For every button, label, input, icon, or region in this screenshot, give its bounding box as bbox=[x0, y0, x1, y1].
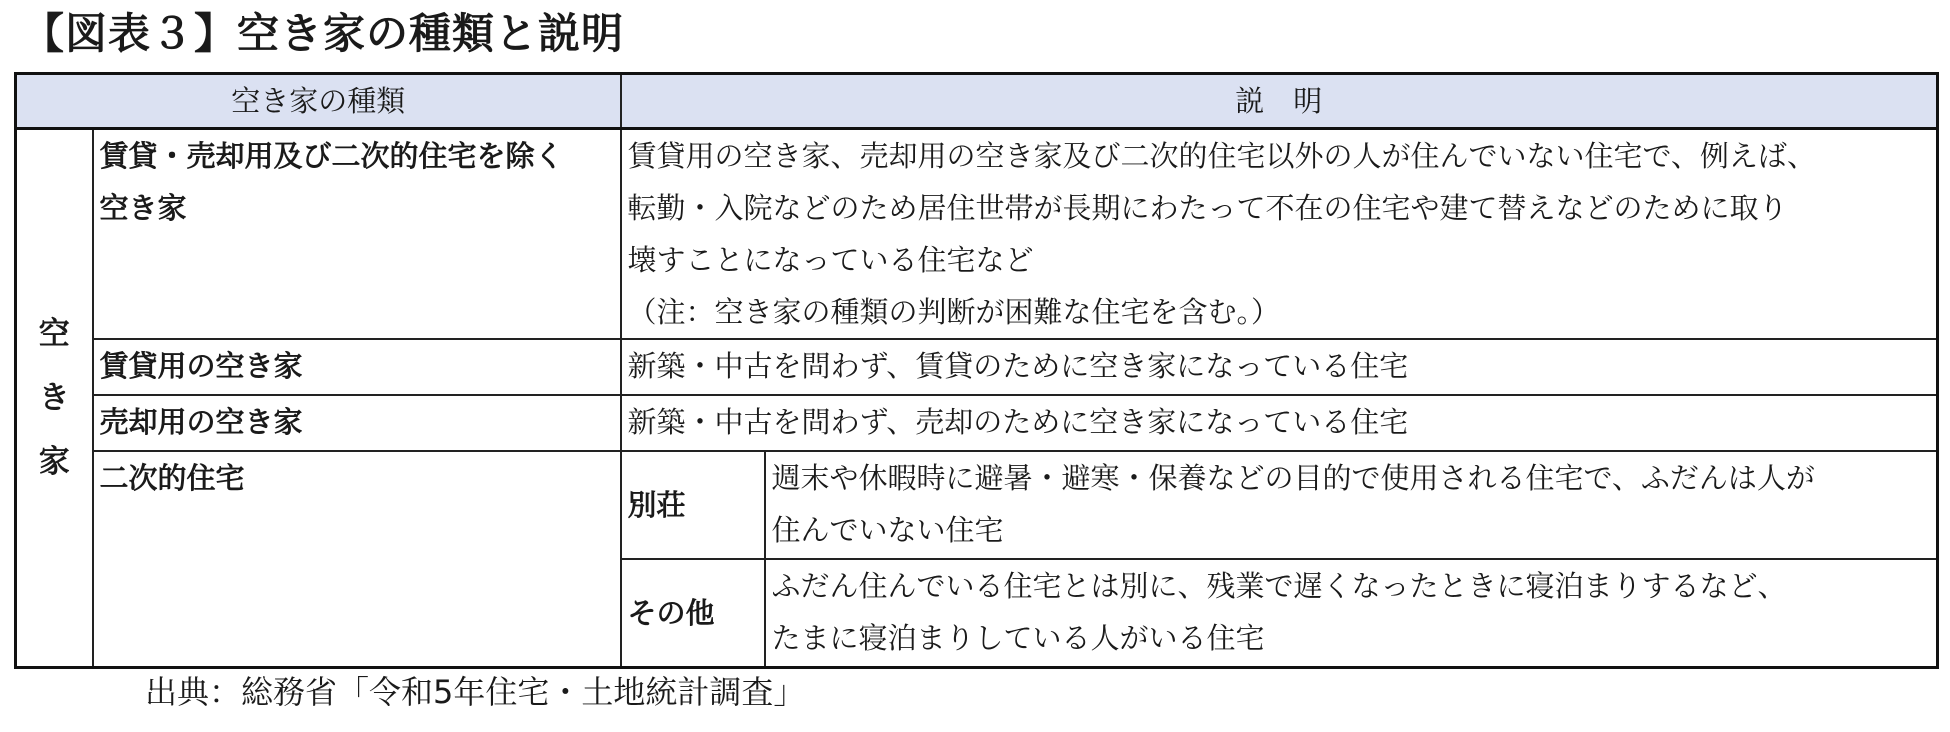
description-line: 転勤・入院などのため居住世帯が長期にわたって不在の住宅や建て替えなどのために取り bbox=[627, 191, 1788, 225]
description-line: 賃貸用の空き家、売却用の空き家及び二次的住宅以外の人が住んでいない住宅で、例えば、 bbox=[627, 139, 1816, 173]
subtype-cell: 別荘 bbox=[621, 451, 765, 559]
description-cell bbox=[765, 451, 1938, 559]
description-cell: 新築・中古を問わず、賃貸のために空き家になっている住宅 bbox=[621, 339, 1938, 395]
description-line: たまに寝泊まりしている人がいる住宅 bbox=[771, 621, 1265, 655]
description-cell: 新築・中古を問わず、売却のために空き家になっている住宅 bbox=[621, 395, 1938, 451]
category-char: き bbox=[38, 379, 70, 416]
description-line: 週末や休暇時に避暑・避寒・保養などの目的で使用される住宅で、ふだんは人が bbox=[771, 461, 1815, 495]
type-cell bbox=[93, 129, 621, 340]
table-row bbox=[16, 395, 1938, 451]
type-line: 空き家 bbox=[99, 191, 187, 225]
header-type: 空き家の種類 bbox=[16, 74, 621, 129]
table-row bbox=[16, 339, 1938, 395]
description-cell bbox=[621, 129, 1938, 340]
description-line: （注：空き家の種類の判断が困難な住宅を含む。） bbox=[627, 295, 1281, 329]
description-cell bbox=[765, 559, 1938, 667]
table-header-row bbox=[16, 74, 1938, 129]
vacant-house-types-table bbox=[14, 72, 1939, 669]
header-description: 説 明 bbox=[621, 74, 1938, 129]
description-line: ふだん住んでいる住宅とは別に、残業で遅くなったときに寝泊まりするなど、 bbox=[771, 569, 1787, 603]
table-row bbox=[16, 451, 1938, 559]
description-line: 壊すことになっている住宅など bbox=[627, 243, 1034, 277]
category-char: 空 bbox=[38, 315, 70, 352]
description-line: 住んでいない住宅 bbox=[771, 513, 1004, 547]
category-cell bbox=[16, 129, 93, 668]
type-line: 賃貸・売却用及び二次的住宅を除く bbox=[99, 139, 564, 173]
type-cell: 二次的住宅 bbox=[93, 451, 621, 667]
page-title: 【図表３】空き家の種類と説明 bbox=[22, 9, 625, 58]
table-row bbox=[16, 129, 1938, 340]
source-note: 出典：総務省「令和5年住宅・土地統計調査」 bbox=[145, 673, 806, 711]
type-cell: 売却用の空き家 bbox=[93, 395, 621, 451]
category-char: 家 bbox=[38, 443, 70, 480]
subtype-cell: その他 bbox=[621, 559, 765, 667]
type-cell: 賃貸用の空き家 bbox=[93, 339, 621, 395]
